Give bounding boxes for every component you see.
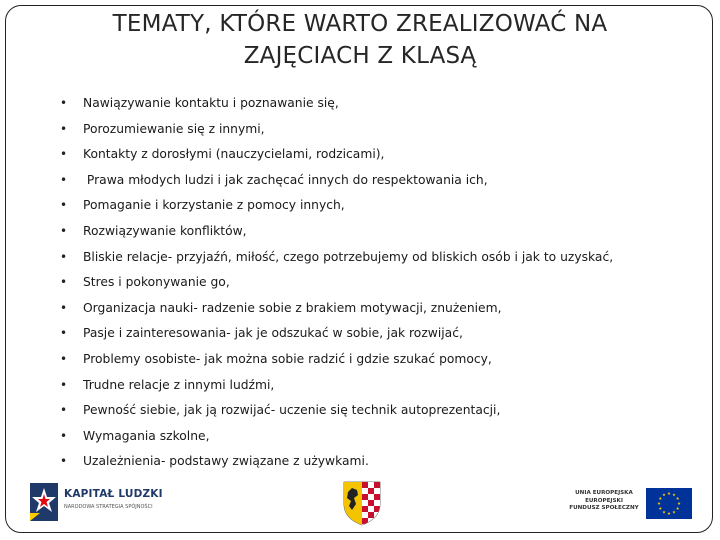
kapital-ludzki-name: KAPITAŁ LUDZKI (64, 488, 163, 500)
kapital-ludzki-star-icon (30, 483, 58, 521)
bullet-icon: • (60, 351, 68, 366)
list-item (60, 373, 700, 399)
title-line-2: ZAJĘCIACH Z KLASĄ (243, 43, 477, 69)
kapital-ludzki-subtitle: NARODOWA STRATEGIA SPÓJNOŚCI (64, 504, 153, 510)
list-item (60, 347, 700, 373)
bullet-icon: • (60, 403, 68, 418)
coat-of-arms-icon (342, 480, 382, 526)
bullet-icon: • (60, 275, 68, 290)
bullet-icon: • (60, 198, 68, 213)
list-item-text: Organizacja nauki- radzenie sobie z brakiem motywacji, znużeniem, (83, 300, 502, 315)
list-item-text: Uzależnienia- podstawy związane z używkami. (83, 454, 369, 469)
list-item-text: Bliskie relacje- przyjaźń, miłość, czego potrzebujemy od bliskich osób i jak to uzyskać, (83, 249, 614, 264)
list-item-text: Pasje i zainteresowania- jak je odszukać w sobie, jak rozwijać, (83, 326, 463, 341)
list-item-text: Stres i pokonywanie go, (83, 275, 230, 290)
list-item (60, 91, 700, 117)
eu-logo (568, 487, 698, 523)
slide-title (6, 8, 713, 72)
list-item (60, 270, 700, 296)
bullet-icon: • (60, 300, 68, 315)
list-item (60, 398, 700, 424)
list-item-text: Pewność siebie, jak ją rozwijać- uczenie się technik autoprezentacji, (83, 403, 501, 418)
eu-flag-icon (646, 488, 692, 519)
list-item-text: Trudne relacje z innymi ludźmi, (83, 377, 275, 392)
list-item-text: Problemy osobiste- jak można sobie radzić i gdzie szukać pomocy, (83, 351, 492, 366)
bullet-icon: • (60, 121, 68, 136)
bullet-icon: • (60, 147, 68, 162)
eu-line-2: EUROPEJSKI (585, 497, 623, 504)
list-item-text: Porozumiewanie się z innymi, (83, 121, 265, 136)
list-item (60, 193, 700, 219)
bullet-icon: • (60, 377, 68, 392)
bullet-icon: • (60, 223, 68, 238)
bullet-icon: • (60, 428, 68, 443)
list-item-text: Wymagania szkolne, (83, 428, 210, 443)
bullet-icon: • (60, 249, 68, 264)
bullet-icon: • (60, 326, 68, 341)
list-item (60, 168, 700, 194)
list-item (60, 245, 700, 271)
list-item-text: Nawiązywanie kontaktu i poznawanie się, (83, 96, 339, 110)
list-item-text: Pomaganie i korzystanie z pomocy innych, (83, 198, 345, 213)
eu-line-3: FUNDUSZ SPOŁECZNY (569, 505, 639, 512)
topic-list (60, 91, 700, 475)
list-item (60, 321, 700, 347)
list-item (60, 219, 700, 245)
list-item-text: Rozwiązywanie konfliktów, (83, 223, 247, 238)
kapital-ludzki-logo (30, 481, 170, 525)
logo-footer (6, 478, 713, 528)
bullet-icon: • (60, 96, 68, 110)
list-item (60, 296, 700, 322)
eu-text (568, 490, 640, 513)
list-item-text: Kontakty z dorosłymi (nauczycielami, rodzicami), (83, 147, 385, 162)
list-item (60, 142, 700, 168)
list-item (60, 117, 700, 143)
bullet-icon: • (60, 454, 68, 469)
list-item-text: Prawa młodych ludzi i jak zachęcać innych do respektowania ich, (83, 172, 488, 187)
list-item (60, 449, 700, 475)
list-item (60, 424, 700, 450)
title-line-1: TEMATY, KTÓRE WARTO ZREALIZOWAĆ NA (112, 11, 608, 37)
bullet-icon: • (60, 172, 68, 187)
slide (5, 5, 713, 533)
eu-line-1: UNIA EUROPEJSKA (575, 490, 633, 496)
